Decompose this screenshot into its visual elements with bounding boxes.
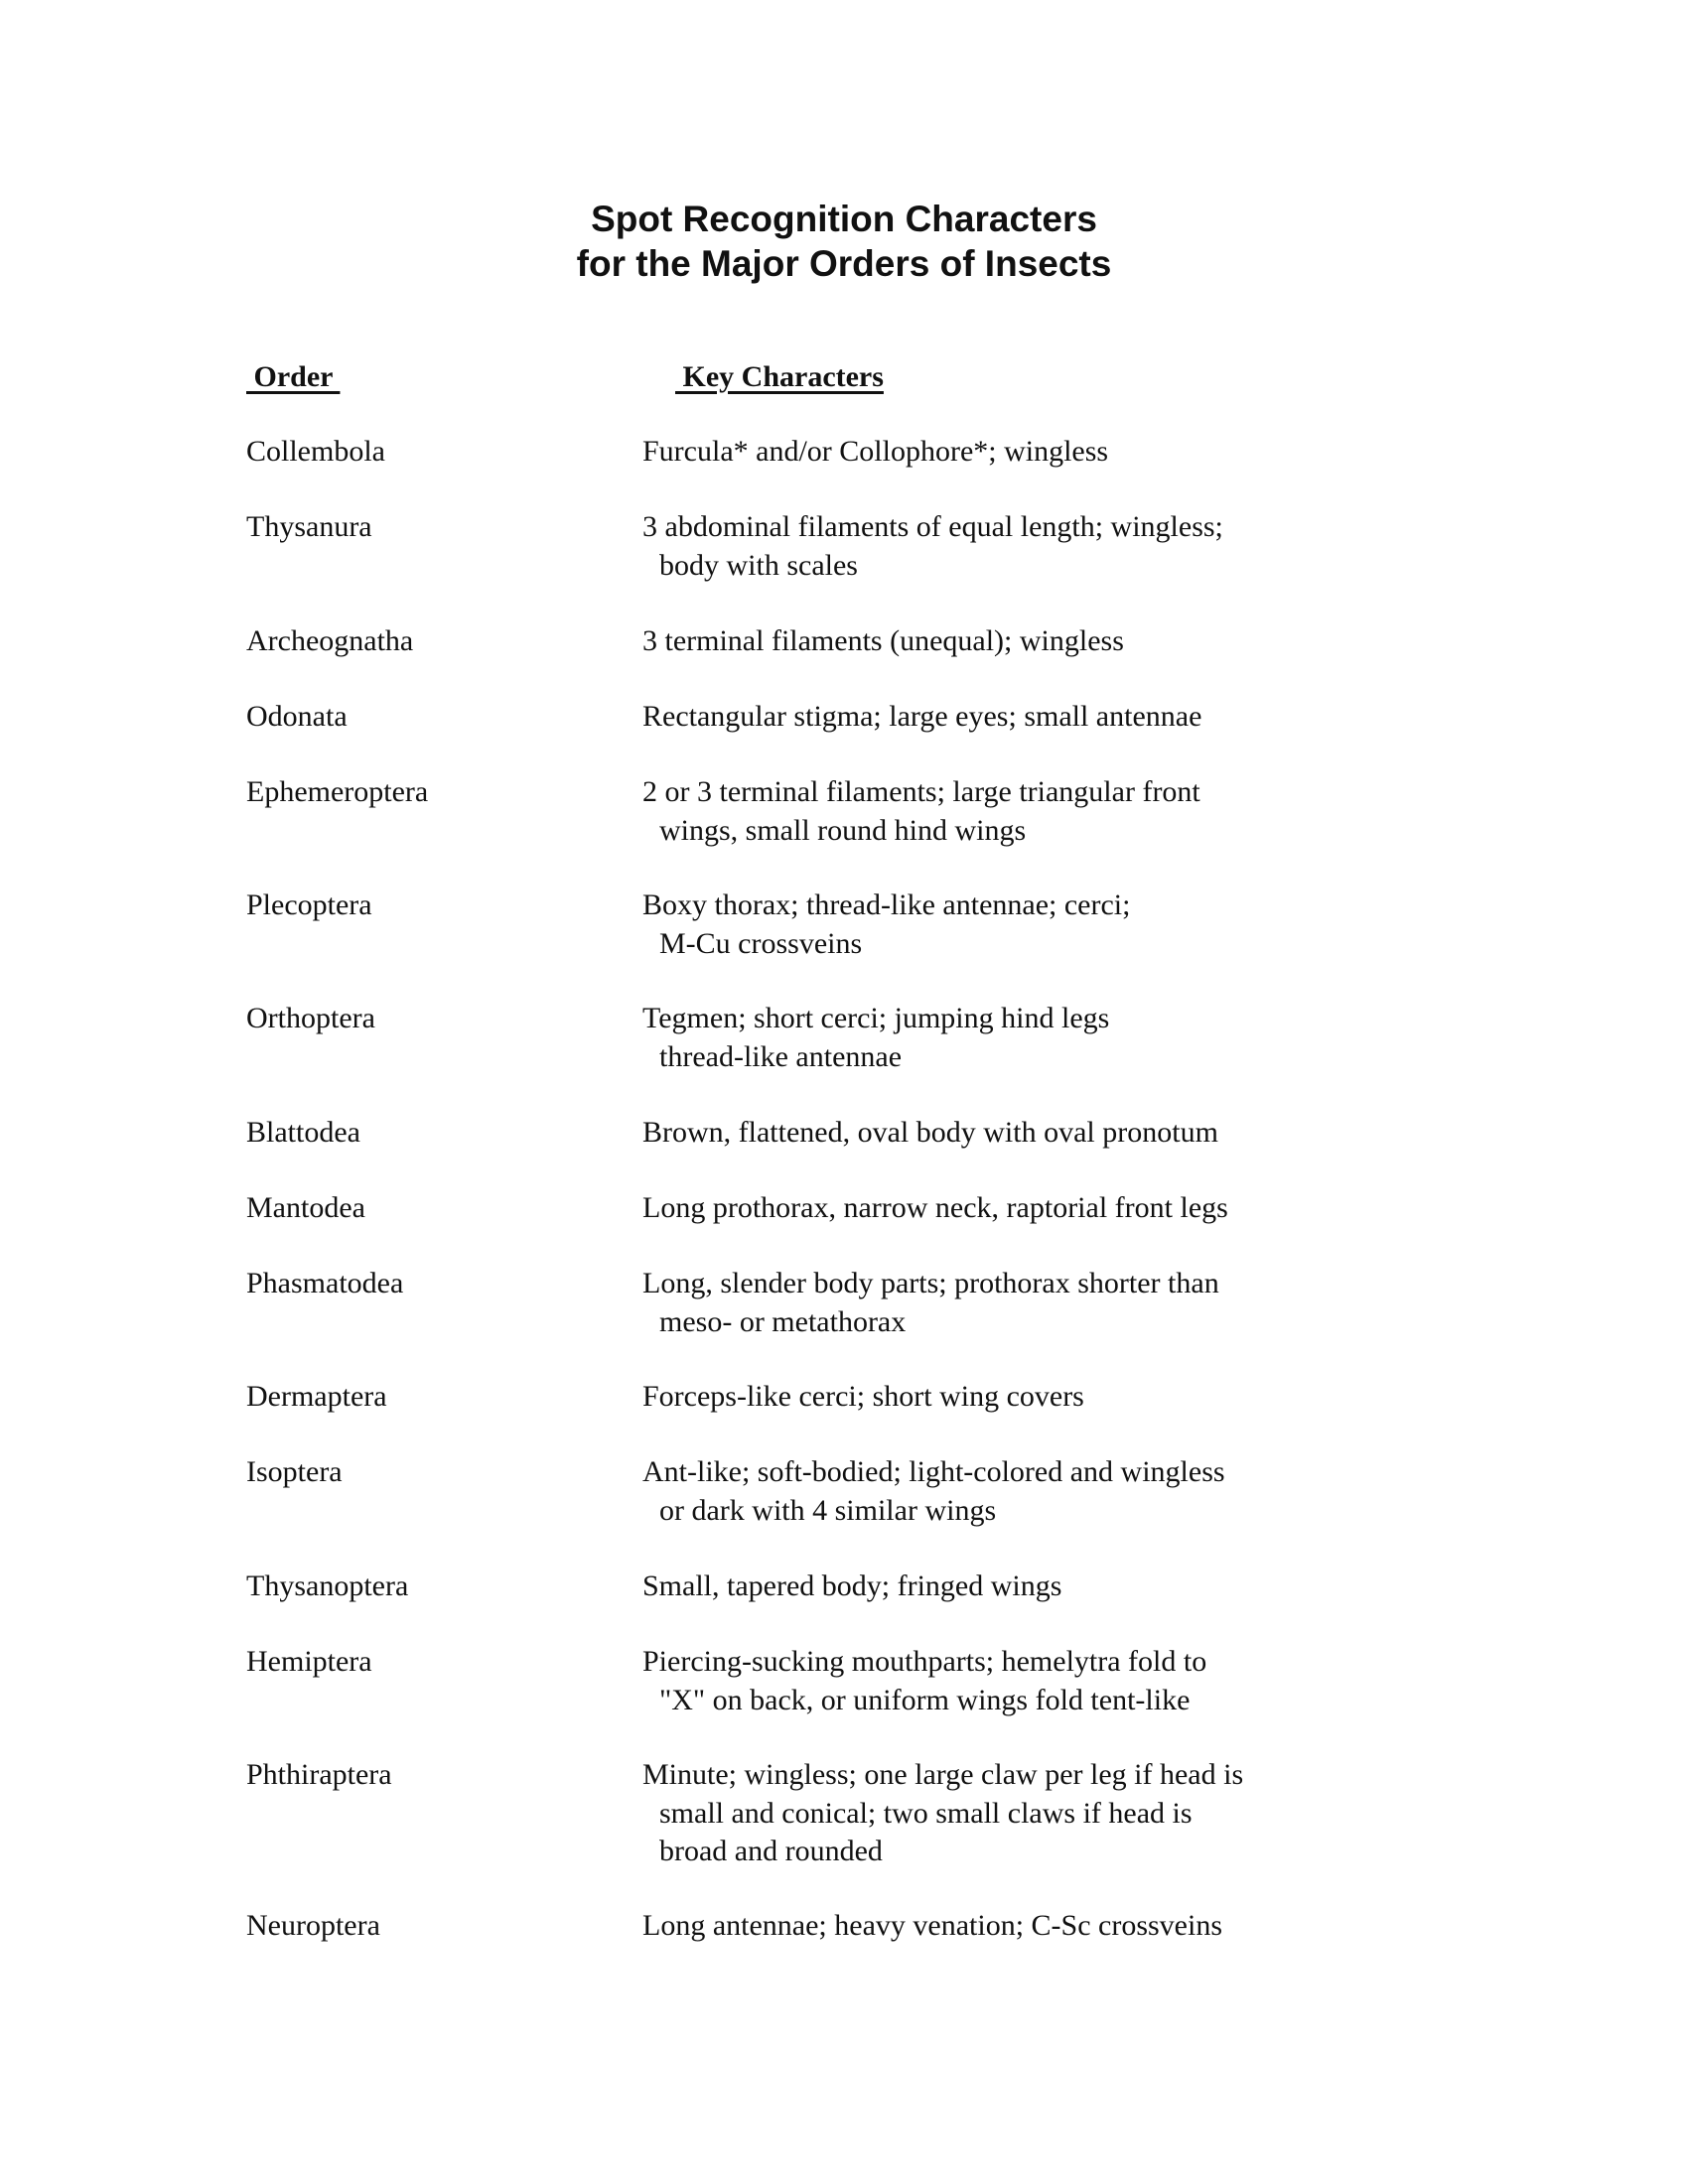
key-characters	[642, 1114, 1357, 1153]
title-line-1: Spot Recognition Characters	[591, 199, 1097, 239]
key-characters-line: 3 abdominal filaments of equal length; wingless;	[642, 510, 1223, 543]
order-name: Hemiptera	[246, 1645, 372, 1678]
order-name: Blattodea	[246, 1116, 360, 1149]
key-characters	[642, 1000, 1357, 1076]
key-characters-line: Tegmen; short cerci; jumping hind legs	[642, 1002, 1110, 1034]
key-characters-line: thread-like antennae	[659, 1039, 903, 1073]
key-characters	[642, 1643, 1357, 1719]
order-name: Collembola	[246, 435, 385, 468]
key-characters	[642, 1907, 1357, 1946]
key-characters	[642, 508, 1357, 585]
order-name: Isoptera	[246, 1455, 343, 1488]
key-characters-line: Brown, flattened, oval body with oval pronotum	[642, 1116, 1218, 1149]
key-characters	[642, 887, 1357, 963]
key-characters-line: "X" on back, or uniform wings fold tent-like	[659, 1683, 1191, 1716]
key-characters-line: Rectangular stigma; large eyes; small antennae	[642, 700, 1202, 733]
key-characters-line: small and conical; two small claws if head is	[659, 1796, 1193, 1830]
order-name: Archeognatha	[246, 624, 414, 657]
order-name: Dermaptera	[246, 1380, 387, 1413]
key-characters-line: M-Cu crossveins	[659, 926, 863, 960]
order-name: Thysanura	[246, 510, 372, 543]
order-name: Phasmatodea	[246, 1267, 404, 1299]
key-characters	[642, 773, 1357, 850]
key-characters	[642, 622, 1357, 661]
key-characters-line: Furcula* and/or Collophore*; wingless	[642, 435, 1109, 468]
order-name: Plecoptera	[246, 888, 372, 921]
key-characters-line: Minute; wingless; one large claw per leg if head is	[642, 1758, 1244, 1791]
key-characters	[642, 1756, 1357, 1871]
key-characters	[642, 1265, 1357, 1341]
key-characters	[642, 698, 1357, 737]
key-characters-line: wings, small round hind wings	[659, 813, 1027, 847]
key-characters-line: broad and rounded	[659, 1835, 883, 1867]
order-name: Phthiraptera	[246, 1758, 392, 1791]
order-name: Orthoptera	[246, 1002, 375, 1034]
key-characters-line: Forceps-like cerci; short wing covers	[642, 1380, 1084, 1413]
order-name: Thysanoptera	[246, 1570, 409, 1602]
page-title	[0, 197, 1688, 286]
order-name: Odonata	[246, 700, 348, 733]
key-characters-line: or dark with 4 similar wings	[659, 1493, 997, 1527]
key-characters-line: Long, slender body parts; prothorax shorter than	[642, 1267, 1219, 1299]
key-characters	[642, 1568, 1357, 1606]
key-characters-line: meso- or metathorax	[659, 1304, 907, 1338]
column-header-order: Order	[246, 360, 341, 393]
key-characters-line: Ant-like; soft-bodied; light-colored and wingless	[642, 1455, 1225, 1488]
key-characters-line: Boxy thorax; thread-like antennae; cerci;	[642, 888, 1131, 921]
key-characters	[642, 1378, 1357, 1417]
key-characters-line: 3 terminal filaments (unequal); wingless	[642, 624, 1124, 657]
key-characters	[642, 1189, 1357, 1228]
order-name: Ephemeroptera	[246, 775, 429, 808]
order-name: Neuroptera	[246, 1909, 380, 1942]
key-characters-line: Piercing-sucking mouthparts; hemelytra fold to	[642, 1645, 1207, 1678]
key-characters-line: 2 or 3 terminal filaments; large triangular front	[642, 775, 1200, 808]
key-characters-line: Small, tapered body; fringed wings	[642, 1570, 1062, 1602]
title-line-2: for the Major Orders of Insects	[576, 243, 1112, 284]
key-characters-line: Long prothorax, narrow neck, raptorial front legs	[642, 1191, 1228, 1224]
key-characters-line: body with scales	[659, 548, 858, 582]
key-characters	[642, 1453, 1357, 1530]
order-name: Mantodea	[246, 1191, 365, 1224]
key-characters-line: Long antennae; heavy venation; C-Sc crossveins	[642, 1909, 1223, 1942]
key-characters	[642, 433, 1357, 472]
column-header-key-characters: Key Characters	[675, 360, 884, 393]
